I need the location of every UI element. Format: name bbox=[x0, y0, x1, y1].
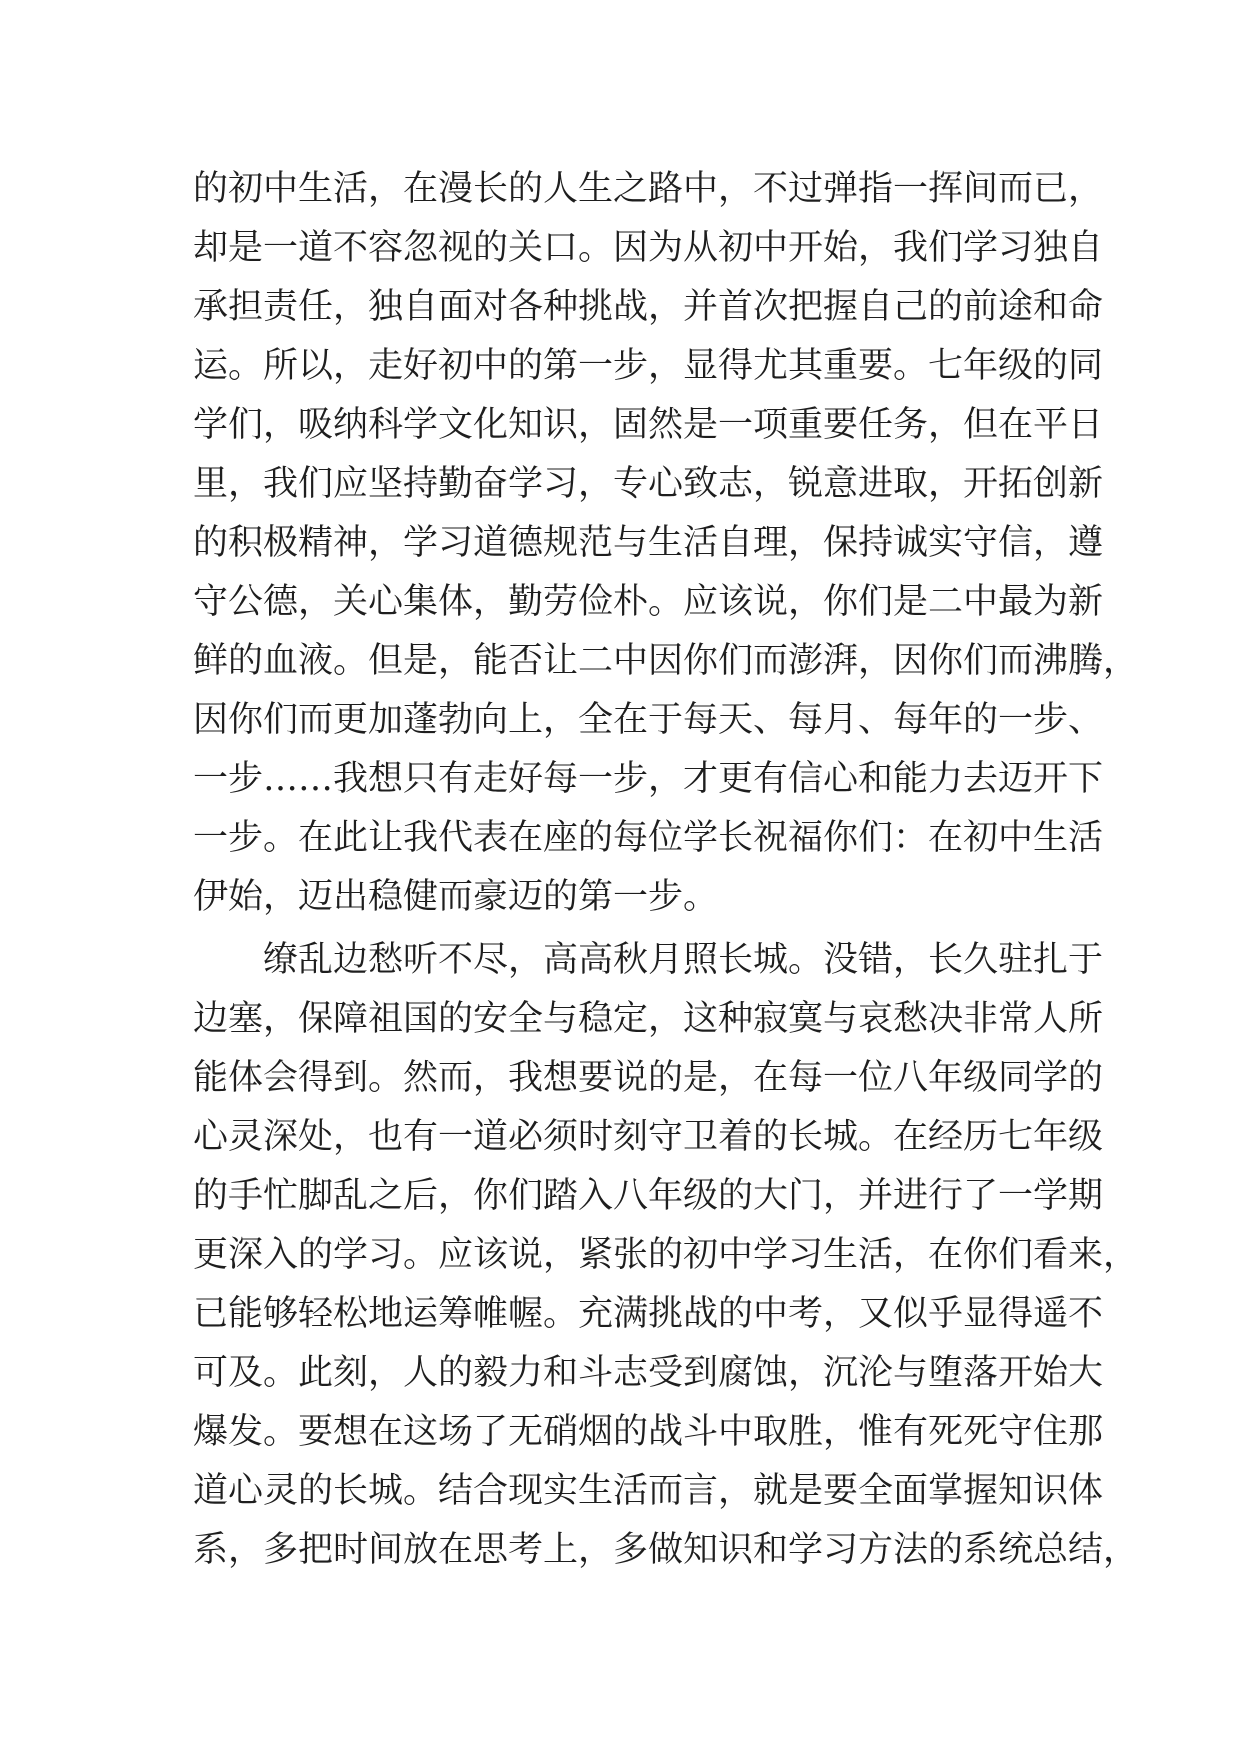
text-line: 边塞，保障祖国的安全与稳定，这种寂寞与哀愁决非常人所 bbox=[193, 999, 1104, 1039]
text-line: 道心灵的长城。结合现实生活而言，就是要全面掌握知识体 bbox=[193, 1471, 1104, 1511]
text-line: 一步。在此让我代表在座的每位学长祝福你们：在初中生活 bbox=[193, 818, 1104, 858]
text-line: 已能够轻松地运筹帷幄。充满挑战的中考，又似乎显得遥不 bbox=[193, 1294, 1104, 1334]
body-text bbox=[193, 160, 1139, 1580]
text-line: 鲜的血液。但是，能否让二中因你们而澎湃，因你们而沸腾， bbox=[193, 641, 1139, 681]
text-line: 一步……我想只有走好每一步，才更有信心和能力去迈开下 bbox=[193, 759, 1104, 799]
text-line: 学们，吸纳科学文化知识，固然是一项重要任务，但在平日 bbox=[193, 405, 1104, 445]
paragraph-1 bbox=[193, 160, 1139, 927]
text-line: 能体会得到。然而，我想要说的是，在每一位八年级同学的 bbox=[193, 1058, 1104, 1098]
text-line: 系，多把时间放在思考上，多做知识和学习方法的系统总结， bbox=[193, 1530, 1139, 1570]
text-line: 里，我们应坚持勤奋学习，专心致志，锐意进取，开拓创新 bbox=[193, 464, 1104, 504]
text-line: 可及。此刻，人的毅力和斗志受到腐蚀，沉沦与堕落开始大 bbox=[193, 1353, 1104, 1393]
text-line: 却是一道不容忽视的关口。因为从初中开始，我们学习独自 bbox=[193, 228, 1104, 268]
text-line: 缭乱边愁听不尽，高高秋月照长城。没错，长久驻扎于 bbox=[263, 940, 1104, 980]
text-line: 守公德，关心集体，勤劳俭朴。应该说，你们是二中最为新 bbox=[193, 582, 1104, 622]
text-line: 因你们而更加蓬勃向上，全在于每天、每月、每年的一步、 bbox=[193, 700, 1104, 740]
text-line: 的手忙脚乱之后，你们踏入八年级的大门，并进行了一学期 bbox=[193, 1176, 1104, 1216]
text-line: 运。所以，走好初中的第一步，显得尤其重要。七年级的同 bbox=[193, 346, 1104, 386]
text-line: 的积极精神，学习道德规范与生活自理，保持诚实守信，遵 bbox=[193, 523, 1104, 563]
text-line: 的初中生活，在漫长的人生之路中，不过弹指一挥间而已， bbox=[193, 169, 1104, 209]
text-line: 承担责任，独自面对各种挑战，并首次把握自己的前途和命 bbox=[193, 287, 1104, 327]
text-line: 伊始，迈出稳健而豪迈的第一步。 bbox=[193, 877, 719, 917]
text-line: 更深入的学习。应该说，紧张的初中学习生活，在你们看来， bbox=[193, 1235, 1139, 1275]
text-line: 爆发。要想在这场了无硝烟的战斗中取胜，惟有死死守住那 bbox=[193, 1412, 1104, 1452]
paragraph-2 bbox=[193, 931, 1139, 1580]
text-line: 心灵深处，也有一道必须时刻守卫着的长城。在经历七年级 bbox=[193, 1117, 1104, 1157]
